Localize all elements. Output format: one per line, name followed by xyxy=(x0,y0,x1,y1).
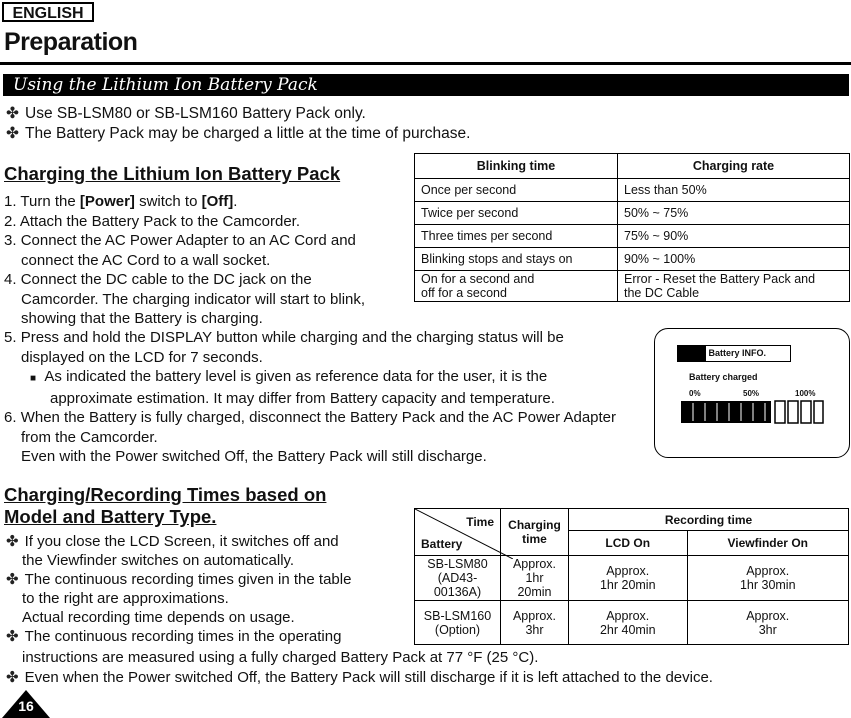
bullet-icon: ✤ xyxy=(6,105,19,122)
step-5: 5. Press and hold the DISPLAY button while charging and the charging status will be displayed on the LCD for 7 seconds. xyxy=(4,329,564,366)
table-row: Twice per second 50% ~ 75% xyxy=(415,202,850,225)
table-row: Blinking stops and stays on 90% ~ 100% xyxy=(415,248,850,271)
corner-diagonal xyxy=(415,509,513,559)
table-row: Three times per second 75% ~ 90% xyxy=(415,225,850,248)
charging-steps xyxy=(4,192,409,329)
viewfinder-on-header: Viewfinder On xyxy=(687,531,849,556)
step-6: 6. When the Battery is fully charged, disconnect the Battery Pack and the AC Power Adapter from the Camcorder. Even with the Power switched Off, the Battery Pack will still discharge. xyxy=(4,409,617,465)
times-bullet: ✤ The continuous recording times in the operating xyxy=(6,628,342,645)
lcd-status: Battery charged xyxy=(689,372,758,382)
step-2: 2. Attach the Battery Pack to the Camcorder. xyxy=(4,212,300,230)
page-number: 16 xyxy=(18,698,34,714)
header-blinking-time: Blinking time xyxy=(415,154,618,179)
lcd-title-bar: Battery INFO. xyxy=(677,345,791,362)
lcd-on-header: LCD On xyxy=(569,531,688,556)
times-bullet: ✤ If you close the LCD Screen, it switches off and the Viewfinder switches on automatically. xyxy=(6,533,339,569)
bullet-icon: ✤ xyxy=(6,628,19,645)
table-row: SB-LSM160 (Option) Approx. 3hr Approx. 2hr 40min Approx. 3hr xyxy=(415,601,849,645)
step-5-note: ■ As indicated the battery level is given as reference data for the user, it is the approximate estimation. It may differ from Battery capacity and temperature. xyxy=(30,368,555,407)
times-bullet: ✤ Even when the Power switched Off, the Battery Pack will still discharge if it is left attached to the device. xyxy=(6,669,713,686)
step-3: 3. Connect the AC Power Adapter to an AC Cord and connect the AC Cord to a wall socket. xyxy=(4,232,356,269)
bullet-icon: ✤ xyxy=(6,125,19,142)
times-bullet: ✤ The continuous recording times given in the table to the right are approximations. Actual recording time depends on usage. xyxy=(6,571,352,626)
battery-icon xyxy=(678,346,706,361)
intro-bullet-text: The Battery Pack may be charged a little at the time of purchase. xyxy=(25,125,471,142)
charging-time-header: Charging time xyxy=(501,509,569,556)
times-bullet-cont: instructions are measured using a fully charged Battery Pack at 77 °F (25 °C). xyxy=(22,649,539,666)
table-row: Once per second Less than 50% xyxy=(415,179,850,202)
corner-cell: Time Battery xyxy=(415,509,501,556)
lcd-scale-0: 0% xyxy=(689,389,701,398)
bullet-icon: ✤ xyxy=(6,669,19,686)
section-band: Using the Lithium Ion Battery Pack xyxy=(3,74,849,96)
lcd-scale-50: 50% xyxy=(743,389,760,398)
table-row: SB-LSM80 (AD43-00136A) Approx. 1hr 20min Approx. 1hr 20min Approx. 1hr 30min xyxy=(415,556,849,601)
intro-bullet-text: Use SB-LSM80 or SB-LSM160 Battery Pack only. xyxy=(25,105,366,122)
times-heading: Charging/Recording Times based on Model and Battery Type. xyxy=(4,484,327,527)
intro-bullet xyxy=(6,104,366,123)
language-label: ENGLISH xyxy=(2,2,94,22)
bullet-icon: ✤ xyxy=(6,571,19,588)
page-title: Preparation xyxy=(4,28,138,56)
header-charging-rate: Charging rate xyxy=(618,154,850,179)
step-4: 4. Connect the DC cable to the DC jack on the Camcorder. The charging indicator will start to blink, showing that the Battery is charging. xyxy=(4,271,366,327)
lcd-scale-100: 100% xyxy=(795,389,816,398)
blinking-table xyxy=(414,153,850,302)
bullet-icon: ✤ xyxy=(6,533,19,550)
recording-time-header: Recording time xyxy=(569,509,849,531)
charging-recording-table xyxy=(414,508,849,645)
intro-bullet xyxy=(6,124,470,143)
lcd-illustration xyxy=(654,328,850,458)
charging-heading: Charging the Lithium Ion Battery Pack xyxy=(4,163,341,184)
times-bullets xyxy=(6,532,414,646)
step-1: 1. Turn the [Power] switch to [Off]. xyxy=(4,193,238,210)
charging-steps-cont xyxy=(4,328,649,467)
title-rule xyxy=(0,62,851,65)
battery-level-bar xyxy=(679,399,825,429)
table-row: On for a second and off for a second Error - Reset the Battery Pack and the DC Cable xyxy=(415,271,850,302)
